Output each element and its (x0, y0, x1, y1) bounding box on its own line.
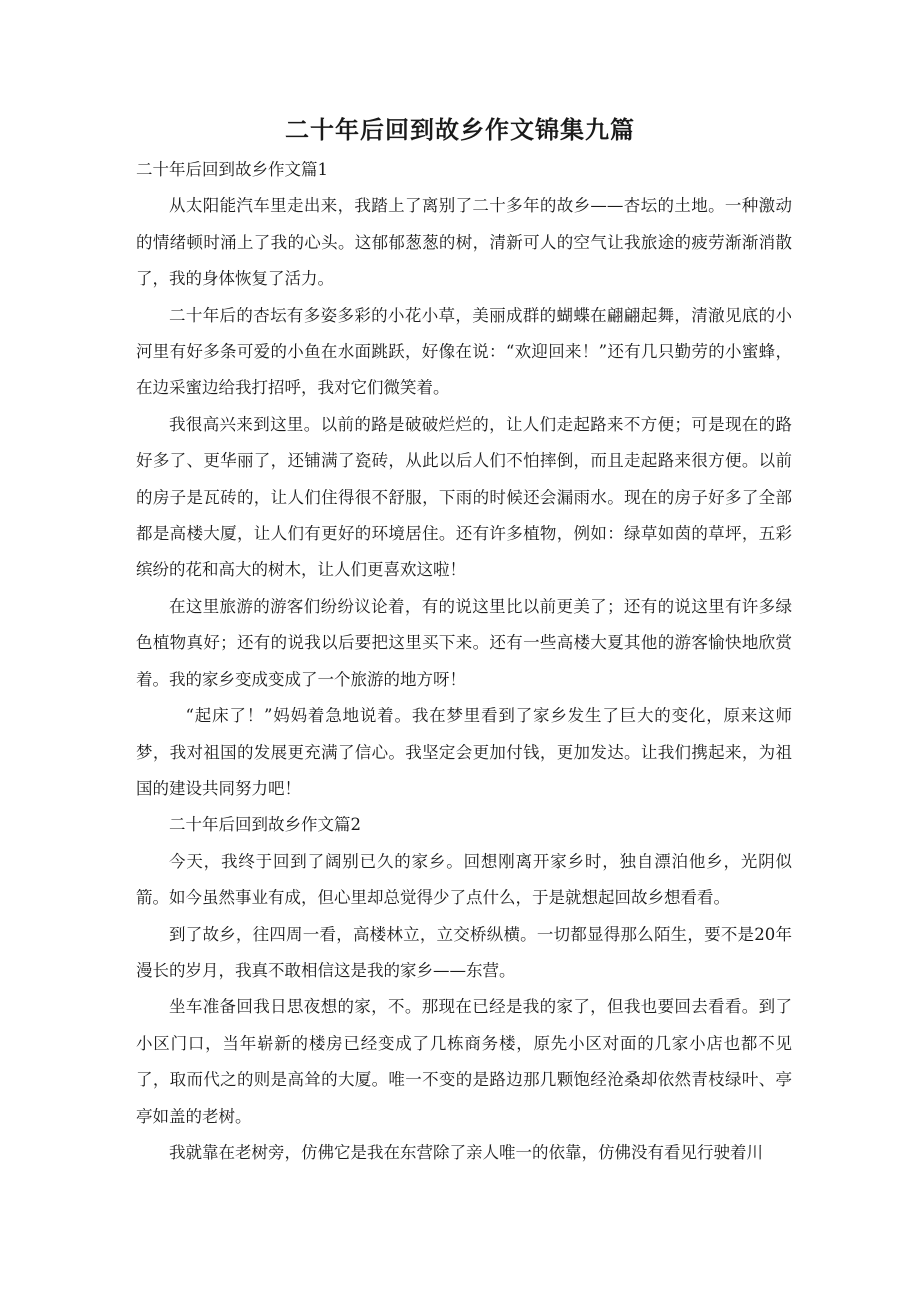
paragraph: 在这里旅游的游客们纷纷议论着，有的说这里比以前更美了；还有的说这里有许多绿色植物真好；还有的说我以后要把这里买下来。还有一些高楼大夏其他的游客愉快地欣赏着。我的家乡变成变成了一个旅游的地方呀！ (136, 596, 792, 689)
section-heading: 二十年后回到故乡作文篇1 (136, 160, 328, 179)
document-title: 二十年后回到故乡作文锦集九篇 (285, 116, 635, 144)
paragraph: 我就靠在老树旁，仿佛它是我在东营除了亲人唯一的依靠，仿佛没有看见行驶着川 (169, 1142, 763, 1162)
paragraph: 我很高兴来到这里。以前的路是破破烂烂的，让人们走起路来不方便；可是现在的路好多了、更华丽了，还铺满了瓷砖，从此以后人们不怕摔倒，而且走起路来很方便。以前的房子是瓦砖的，让人们住得很不舒服，下雨的时候还会漏雨水。现在的房子好多了全部都是高楼大厦，让人们有更好的环境居住。还有许多植物，例如：绿草如茵的草坪，五彩缤纷的花和高大的树木，让人们更喜欢这啦！ (136, 414, 792, 580)
paragraph: 坐车准备回我日思夜想的家，不。那现在已经是我的家了，但我也要回去看看。到了小区门口，当年崭新的楼房已经变成了几栋商务楼，原先小区对面的几家小店也都不见了，取而代之的则是高耸的大厦。唯一不变的是路边那几颗饱经沧桑却依然青枝绿叶、亭亭如盖的老树。 (136, 997, 792, 1126)
paragraph: 今天，我终于回到了阔别已久的家乡。回想刚离开家乡时，独自漂泊他乡，光阴似箭。如今虽然事业有成，但心里却总觉得少了点什么，于是就想起回故乡想看看。 (136, 851, 792, 908)
paragraph: 二十年后的杏坛有多姿多彩的小花小草，美丽成群的蝴蝶在翩翩起舞，清澈见底的小河里有好多条可爱的小鱼在水面跳跃，好像在说：“欢迎回来！”还有几只勤劳的小蜜蜂，在边采蜜边给我打招呼，我对它们微笑着。 (136, 305, 792, 398)
document-body (136, 152, 792, 1171)
paragraph: 到了故乡，往四周一看，高楼林立，立交桥纵横。一切都显得那么陌生，要不是20年漫长的岁月，我真不敢相信这是我的家乡——东营。 (136, 924, 792, 980)
paragraph: “起床了！”妈妈着急地说着。我在梦里看到了家乡发生了巨大的变化，原来这师梦，我对祖国的发展更充满了信心。我坚定会更加付钱，更加发达。让我们携起来，为祖国的建设共同努力吧！ (136, 706, 792, 798)
section-heading: 二十年后回到故乡作文篇2 (169, 815, 361, 835)
paragraph: 从太阳能汽车里走出来，我踏上了离别了二十多年的故乡——杏坛的土地。一种激动的情绪顿时涌上了我的心头。这郁郁葱葱的树，清新可人的空气让我旅途的疲劳渐渐消散了，我的身体恢复了活力。 (136, 196, 792, 289)
